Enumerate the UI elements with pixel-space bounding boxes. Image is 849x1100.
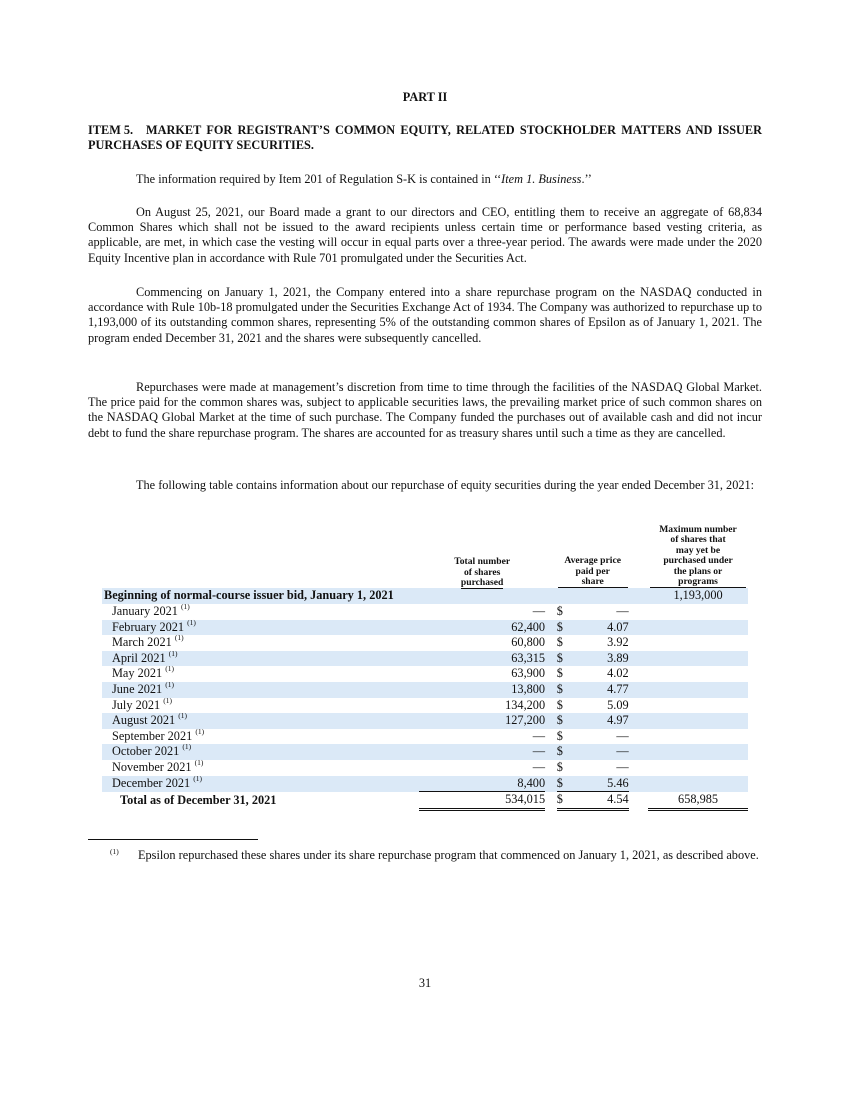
note-marker: (1): [194, 757, 204, 767]
dollar-sign: $: [556, 635, 563, 650]
note-marker: (1): [187, 617, 196, 627]
average-price: 4.07: [571, 620, 629, 636]
shares-purchased: —: [532, 759, 546, 774]
shares-purchased: —: [532, 604, 546, 619]
total-average-price: 4.54: [571, 792, 629, 810]
average-price: 5.09: [607, 697, 629, 712]
dollar-sign: $: [556, 697, 563, 712]
paragraph-text: Commencing on January 1, 2021, the Company entered into a share repurchase program on the NASDAQ conducted in accordance with Rule 10b-18 promulgated under the Securities Exchange Act of 1934. The Company was authorized to repurchase up to 1,193,000 of its outstanding common shares, representing 5% of the outstanding common shares of Epsilon as of January 1, 2021. The program ended December 31, 2021 and the shares were subsequently cancelled.: [88, 285, 762, 345]
paragraph-text: The following table contains information about our repurchase of equity securities during the year ended December 31, 2021:: [136, 478, 755, 492]
item-title: MARKET FOR REGISTRANT’S COMMON EQUITY, RELATED STOCKHOLDER MATTERS AND ISSUER PURCHASES OF EQUITY SECURITIES.: [88, 123, 762, 153]
dollar-sign: $: [557, 682, 571, 698]
shares-purchased: —: [419, 744, 545, 760]
average-price: —: [616, 759, 629, 774]
paragraph-repurchase-program: [88, 285, 762, 346]
note-marker: (1): [174, 633, 184, 643]
note-marker: (1): [168, 648, 178, 658]
item-heading: [88, 123, 762, 153]
shares-purchased: 63,315: [419, 651, 545, 667]
table-row: [102, 666, 748, 682]
total-label: Total as of December 31, 2021: [120, 792, 277, 807]
note-marker: (1): [193, 773, 203, 783]
average-price: 5.46: [571, 776, 629, 792]
month-label: April 2021 $^{(1)}$: [102, 651, 419, 667]
dollar-sign: $: [557, 651, 571, 667]
dollar-sign: $: [557, 776, 571, 792]
month-label: December 2021 $^{(1)}$: [102, 776, 419, 792]
total-dollar-sign: $: [557, 792, 571, 810]
beginning-label: Beginning of normal-course issuer bid, January 1, 2021: [102, 588, 419, 604]
note-marker: (1): [195, 726, 205, 736]
average-price: 4.97: [571, 713, 629, 729]
month-label: June 2021 $^{(1)}$: [102, 682, 419, 698]
footnote-marker: (1): [110, 847, 119, 856]
dollar-sign: $: [557, 744, 571, 760]
paragraph-equity-grant: [88, 205, 762, 266]
note-marker: (1): [165, 680, 175, 689]
month-label: January 2021 $^{(1)}$: [112, 602, 190, 619]
note-marker: (1): [163, 695, 172, 705]
total-max-shares: 658,985: [648, 792, 748, 810]
paragraph-text: .’’: [581, 172, 592, 186]
paragraph-repurchase-details: [88, 380, 762, 441]
dollar-sign: $: [556, 728, 563, 743]
shares-purchased: 62,400: [419, 620, 545, 636]
dollar-sign: $: [556, 759, 563, 774]
dollar-sign: $: [556, 666, 563, 681]
average-price: —: [616, 604, 629, 619]
month-label: September 2021 $^{(1)}$: [112, 726, 205, 743]
shares-purchased: 134,200: [505, 697, 546, 712]
table-row: [102, 698, 748, 714]
table-row: [102, 776, 748, 792]
beginning-max-shares: 1,193,000: [648, 588, 748, 604]
total-shares: 534,015: [419, 792, 545, 810]
header-total-shares: Total number of shares purchased: [454, 556, 511, 589]
paragraph-text: Repurchases were made at management’s discretion from time to time through the facilities of the NASDAQ Global Market. The price paid for the common shares was, subject to applicable securities laws, the prevailing market price of such common shares on the NASDAQ Global Market at the time of such purchase. The Company funded the purchases out of available cash and did not incur debt to fund the share repurchase program. The shares are accounted for as treasury shares until such a time as they are cancelled.: [88, 380, 762, 440]
shares-purchased: 127,200: [419, 713, 545, 729]
footnote-text: Epsilon repurchased these shares under its share repurchase program that commenced on January 1, 2021, as described above.: [138, 848, 759, 862]
table-row: [102, 604, 748, 620]
paragraph-text: The information required by Item 201 of Regulation S-K is contained in ‘‘: [136, 172, 502, 186]
average-price: 4.77: [571, 682, 629, 698]
repurchase-table: [102, 525, 748, 811]
shares-purchased: 63,900: [511, 666, 546, 681]
month-label: May 2021 $^{(1)}$: [112, 664, 175, 681]
table-row: [102, 651, 748, 667]
paragraph-table-intro: [88, 478, 762, 493]
average-price: 3.89: [571, 651, 629, 667]
table-row: [102, 635, 748, 651]
month-label: November 2021 $^{(1)}$: [112, 757, 204, 774]
month-label: October 2021 $^{(1)}$: [102, 744, 419, 760]
table-row-beginning: [102, 588, 748, 604]
header-maximum-shares: Maximum number of shares that may yet be purchased under the plans or programs: [648, 525, 748, 588]
dollar-sign: $: [557, 620, 571, 636]
page-number: 31: [418, 976, 432, 990]
table-header-row: [102, 525, 748, 588]
month-label: August 2021 $^{(1)}$: [102, 713, 419, 729]
footnote-divider: [88, 839, 258, 840]
shares-purchased: 13,800: [419, 682, 545, 698]
footnote: [110, 847, 762, 863]
note-marker: (1): [165, 664, 175, 674]
item-reference: Item 1. Business: [501, 172, 582, 186]
table-row: [102, 682, 748, 698]
note-marker: (1): [182, 742, 192, 752]
month-label: July 2021 $^{(1)}$: [112, 695, 172, 712]
shares-purchased: 60,800: [511, 635, 546, 650]
note-marker: (1): [178, 711, 188, 721]
paragraph-regulation-reference: [88, 172, 762, 187]
average-price: 3.92: [607, 635, 629, 650]
dollar-sign: $: [557, 713, 571, 729]
table-row: [102, 729, 748, 745]
part-title: PART II: [402, 90, 448, 104]
average-price: —: [571, 744, 629, 760]
month-label: February 2021 $^{(1)}$: [102, 620, 419, 636]
table-row-total: [102, 792, 748, 810]
shares-purchased: —: [532, 728, 546, 743]
item-number: ITEM 5.: [88, 123, 134, 137]
header-average-price: Average price paid per share: [557, 525, 629, 588]
month-label: March 2021 $^{(1)}$: [112, 633, 184, 650]
dollar-sign: $: [556, 604, 563, 619]
average-price: —: [616, 728, 629, 743]
note-marker: (1): [181, 602, 190, 612]
table-row: [102, 620, 748, 636]
shares-purchased: 8,400: [419, 776, 545, 792]
paragraph-text: On August 25, 2021, our Board made a grant to our directors and CEO, entitling them to receive an aggregate of 68,834 Common Shares which shall not be issued to the award recipients unless certain time or performance based vesting criteria, as applicable, are met, in which case the vesting will occur in equal parts over a three-year period. The awards were made under the 2020 Equity Incentive plan in accordance with Rule 701 promulgated under the Securities Act.: [88, 205, 762, 265]
average-price: 4.02: [607, 666, 629, 681]
